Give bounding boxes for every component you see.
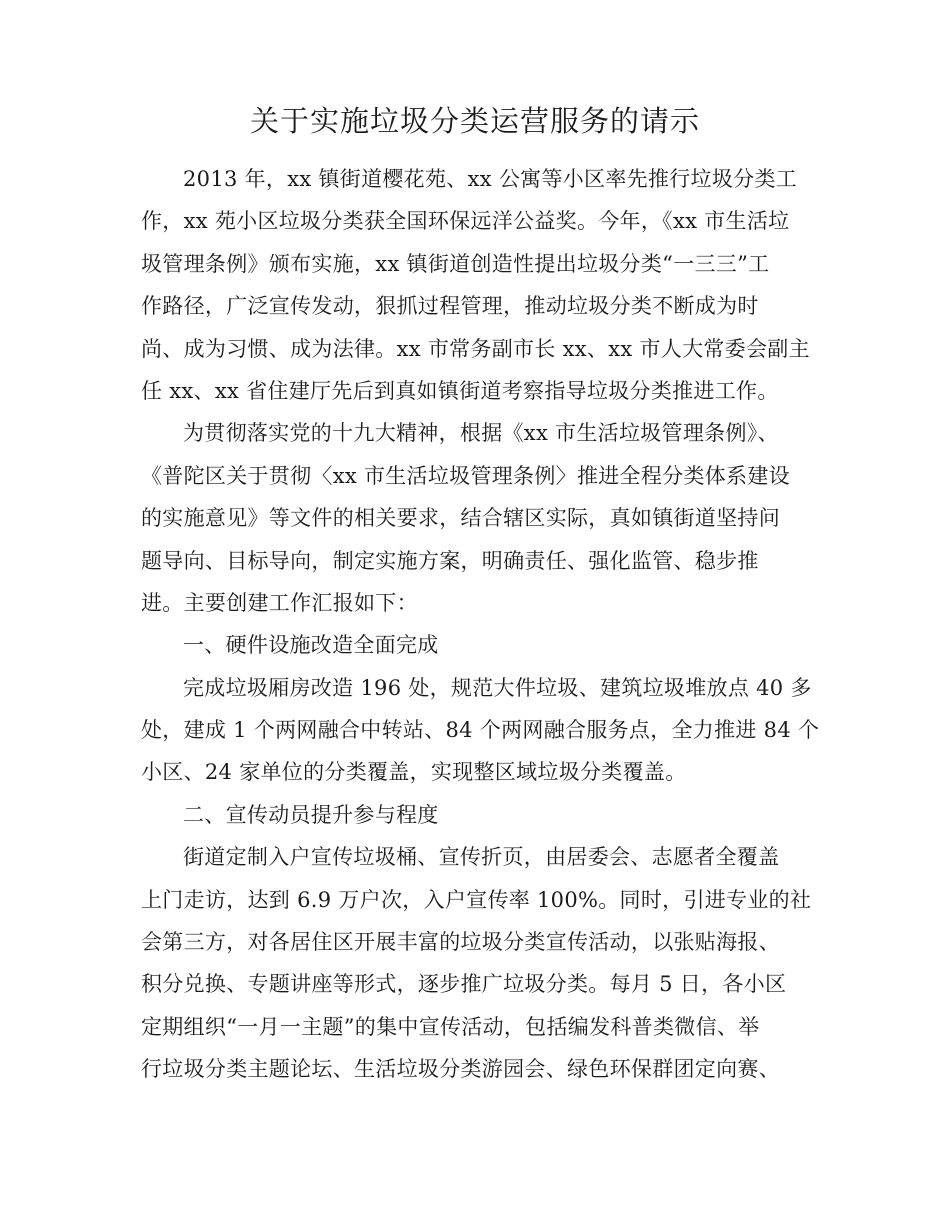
- paragraph-line: 作路径，广泛宣传发动，狠抓过程管理，推动垃圾分类不断成为时: [141, 294, 759, 319]
- paragraph-line: 上门走访，达到 6.9 万户次，入户宣传率 100%。同时，引进专业的社: [141, 887, 812, 912]
- document-title: 关于实施垃圾分类运营服务的请示: [249, 104, 700, 138]
- paragraph-line: 圾管理条例》颁布实施，xx 镇街道创造性提出垃圾分类“一三三”工: [141, 251, 770, 276]
- paragraph-line: 的实施意见》等文件的相关要求，结合辖区实际，真如镇街道坚持问: [141, 506, 780, 531]
- paragraph-line: 题导向、目标导向，制定实施方案，明确责任、强化监管、稳步推: [141, 548, 759, 573]
- paragraph-line: 2013 年，xx 镇街道樱花苑、xx 公寓等小区率先推行垃圾分类工: [183, 167, 798, 191]
- paragraph-line: 行垃圾分类主题论坛、生活垃圾分类游园会、绿色环保群团定向赛、: [141, 1057, 780, 1082]
- paragraph-line: 街道定制入户宣传垃圾桶、宣传折页，由居委会、志愿者全覆盖: [183, 845, 780, 870]
- paragraph-line: 小区、24 家单位的分类覆盖，实现整区域垃圾分类覆盖。: [141, 760, 687, 785]
- paragraph-line: 完成垃圾厢房改造 196 处，规范大件垃圾、建筑垃圾堆放点 40 多: [183, 675, 812, 700]
- paragraph-line: 任 xx、xx 省住建厅先后到真如镇街道考察指导垃圾分类推进工作。: [141, 378, 779, 403]
- section-heading: 一、硬件设施改造全面完成: [183, 633, 439, 658]
- section-heading: 二、宣传动员提升参与程度: [183, 802, 439, 827]
- paragraph-line: 会第三方，对各居住区开展丰富的垃圾分类宣传活动，以张贴海报、: [141, 930, 780, 955]
- paragraph-line: 处，建成 1 个两网融合中转站、84 个两网融合服务点，全力推进 84 个: [141, 718, 820, 743]
- document-body: [141, 158, 820, 1091]
- paragraph-line: 尚、成为习惯、成为法律。xx 市常务副市长 xx、xx 市人大常委会副主: [141, 336, 810, 361]
- paragraph-line: 为贯彻落实党的十九大精神，根据《xx 市生活垃圾管理条例》、: [183, 421, 779, 446]
- paragraph-line: 作，xx 苑小区垃圾分类获全国环保远洋公益奖。今年，《xx 市生活垃: [141, 209, 790, 234]
- paragraph-line: 《普陀区关于贯彻〈xx 市生活垃圾管理条例〉推进全程分类体系建设: [141, 463, 790, 488]
- paragraph-line: 进。主要创建工作汇报如下：: [141, 590, 418, 615]
- paragraph-line: 积分兑换、专题讲座等形式，逐步推广垃圾分类。每月 5 日，各小区: [141, 972, 787, 997]
- paragraph-line: 定期组织“一月一主题”的集中宣传活动，包括编发科普类微信、举: [141, 1014, 760, 1039]
